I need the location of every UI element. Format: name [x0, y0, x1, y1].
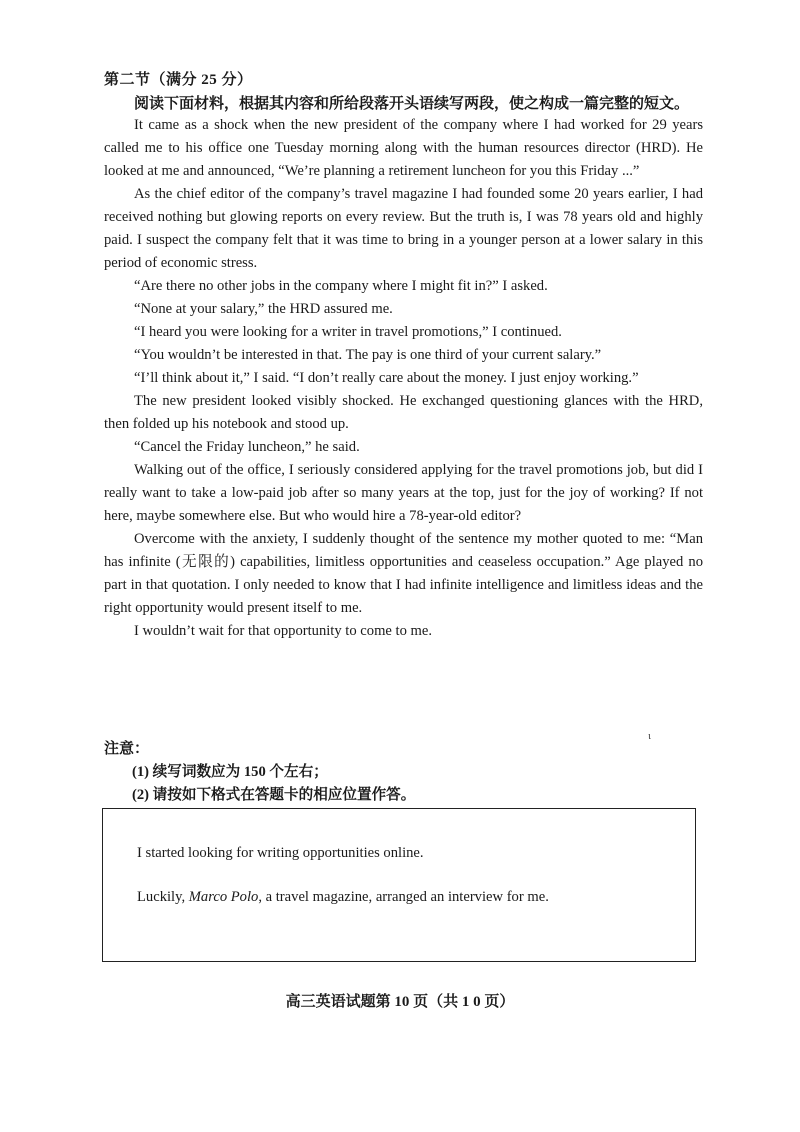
passage-paragraph-6: “You wouldn’t be interested in that. The pay is one third of your current salary.” — [134, 347, 602, 363]
passage-paragraph-8: The new president looked visibly shocked. He exchanged questioning glances with the HRD, then folded up his notebook and stood up. — [104, 393, 703, 432]
reading-passage — [104, 114, 703, 643]
paragraph-opener-1: I started looking for writing opportunities online. — [137, 845, 424, 861]
passage-paragraph-2: As the chief editor of the company’s travel magazine I had founded some 20 years earlier, I had received nothing but glowing reports on every review. But the truth is, I was 78 years old and highly paid. I suspect the company felt that it was time to bring in a younger person at a lower salary in this period of economic stress. — [104, 186, 703, 271]
passage-paragraph-7: “I’ll think about it,” I said. “I don’t really care about the money. I just enjoy working.” — [134, 370, 639, 386]
answer-format-box — [102, 808, 696, 962]
task-instruction: 阅读下面材料，根据其内容和所给段落开头语续写两段，使之构成一篇完整的短文。 — [134, 96, 690, 112]
magazine-name: Marco Polo — [188, 889, 259, 905]
passage-paragraph-1: It came as a shock when the new president of the company where I had worked for 29 years called me to his office one Tuesday morning along with the human resources director (HRD). He looked at me and announced, “We’re planning a retirement luncheon for you this Friday ...” — [104, 117, 703, 179]
page-footer: 高三英语试题第 10 页（共 1 0 页） — [285, 994, 515, 1010]
passage-paragraph-3: “Are there no other jobs in the company where I might fit in?” I asked. — [134, 278, 548, 294]
passage-paragraph-10: Walking out of the office, I seriously considered applying for the travel promotions job, but did I really want to take a low-paid job after so many years at the top, just for the joy of working? If not here, maybe somewhere else. But who would hire a 78-year-old editor? — [104, 462, 703, 524]
opener-2-suffix: , a travel magazine, arranged an interview for me. — [258, 889, 549, 905]
notes-heading: 注意： — [104, 741, 150, 757]
passage-paragraph-9: “Cancel the Friday luncheon,” he said. — [134, 439, 360, 455]
opener-2-prefix: Luckily, — [137, 889, 189, 905]
passage-paragraph-11: Overcome with the anxiety, I suddenly thought of the sentence my mother quoted to me: “Man has infinite (无限的) capabilities, limitless opportunities and ceaseless occupation.” Age played no part in that quotation. I only needed to know that I had infinite intelligence and limitless ideas and the right opportunity would present itself to me. — [104, 531, 703, 616]
passage-paragraph-12: I wouldn’t wait for that opportunity to come to me. — [134, 623, 433, 639]
note-item-word-count: (1) 续写词数应为 150 个左右； — [132, 764, 328, 780]
passage-paragraph-5: “I heard you were looking for a writer in travel promotions,” I continued. — [134, 324, 562, 340]
stray-mark: ι — [648, 730, 651, 742]
paragraph-opener-2 — [137, 889, 549, 906]
notes-section — [104, 738, 704, 807]
passage-paragraph-4: “None at your salary,” the HRD assured me. — [134, 301, 393, 317]
note-item-answer-format: (2) 请按如下格式在答题卡的相应位置作答。 — [132, 787, 416, 803]
section-title: 第二节（满分 25 分） — [104, 72, 253, 88]
